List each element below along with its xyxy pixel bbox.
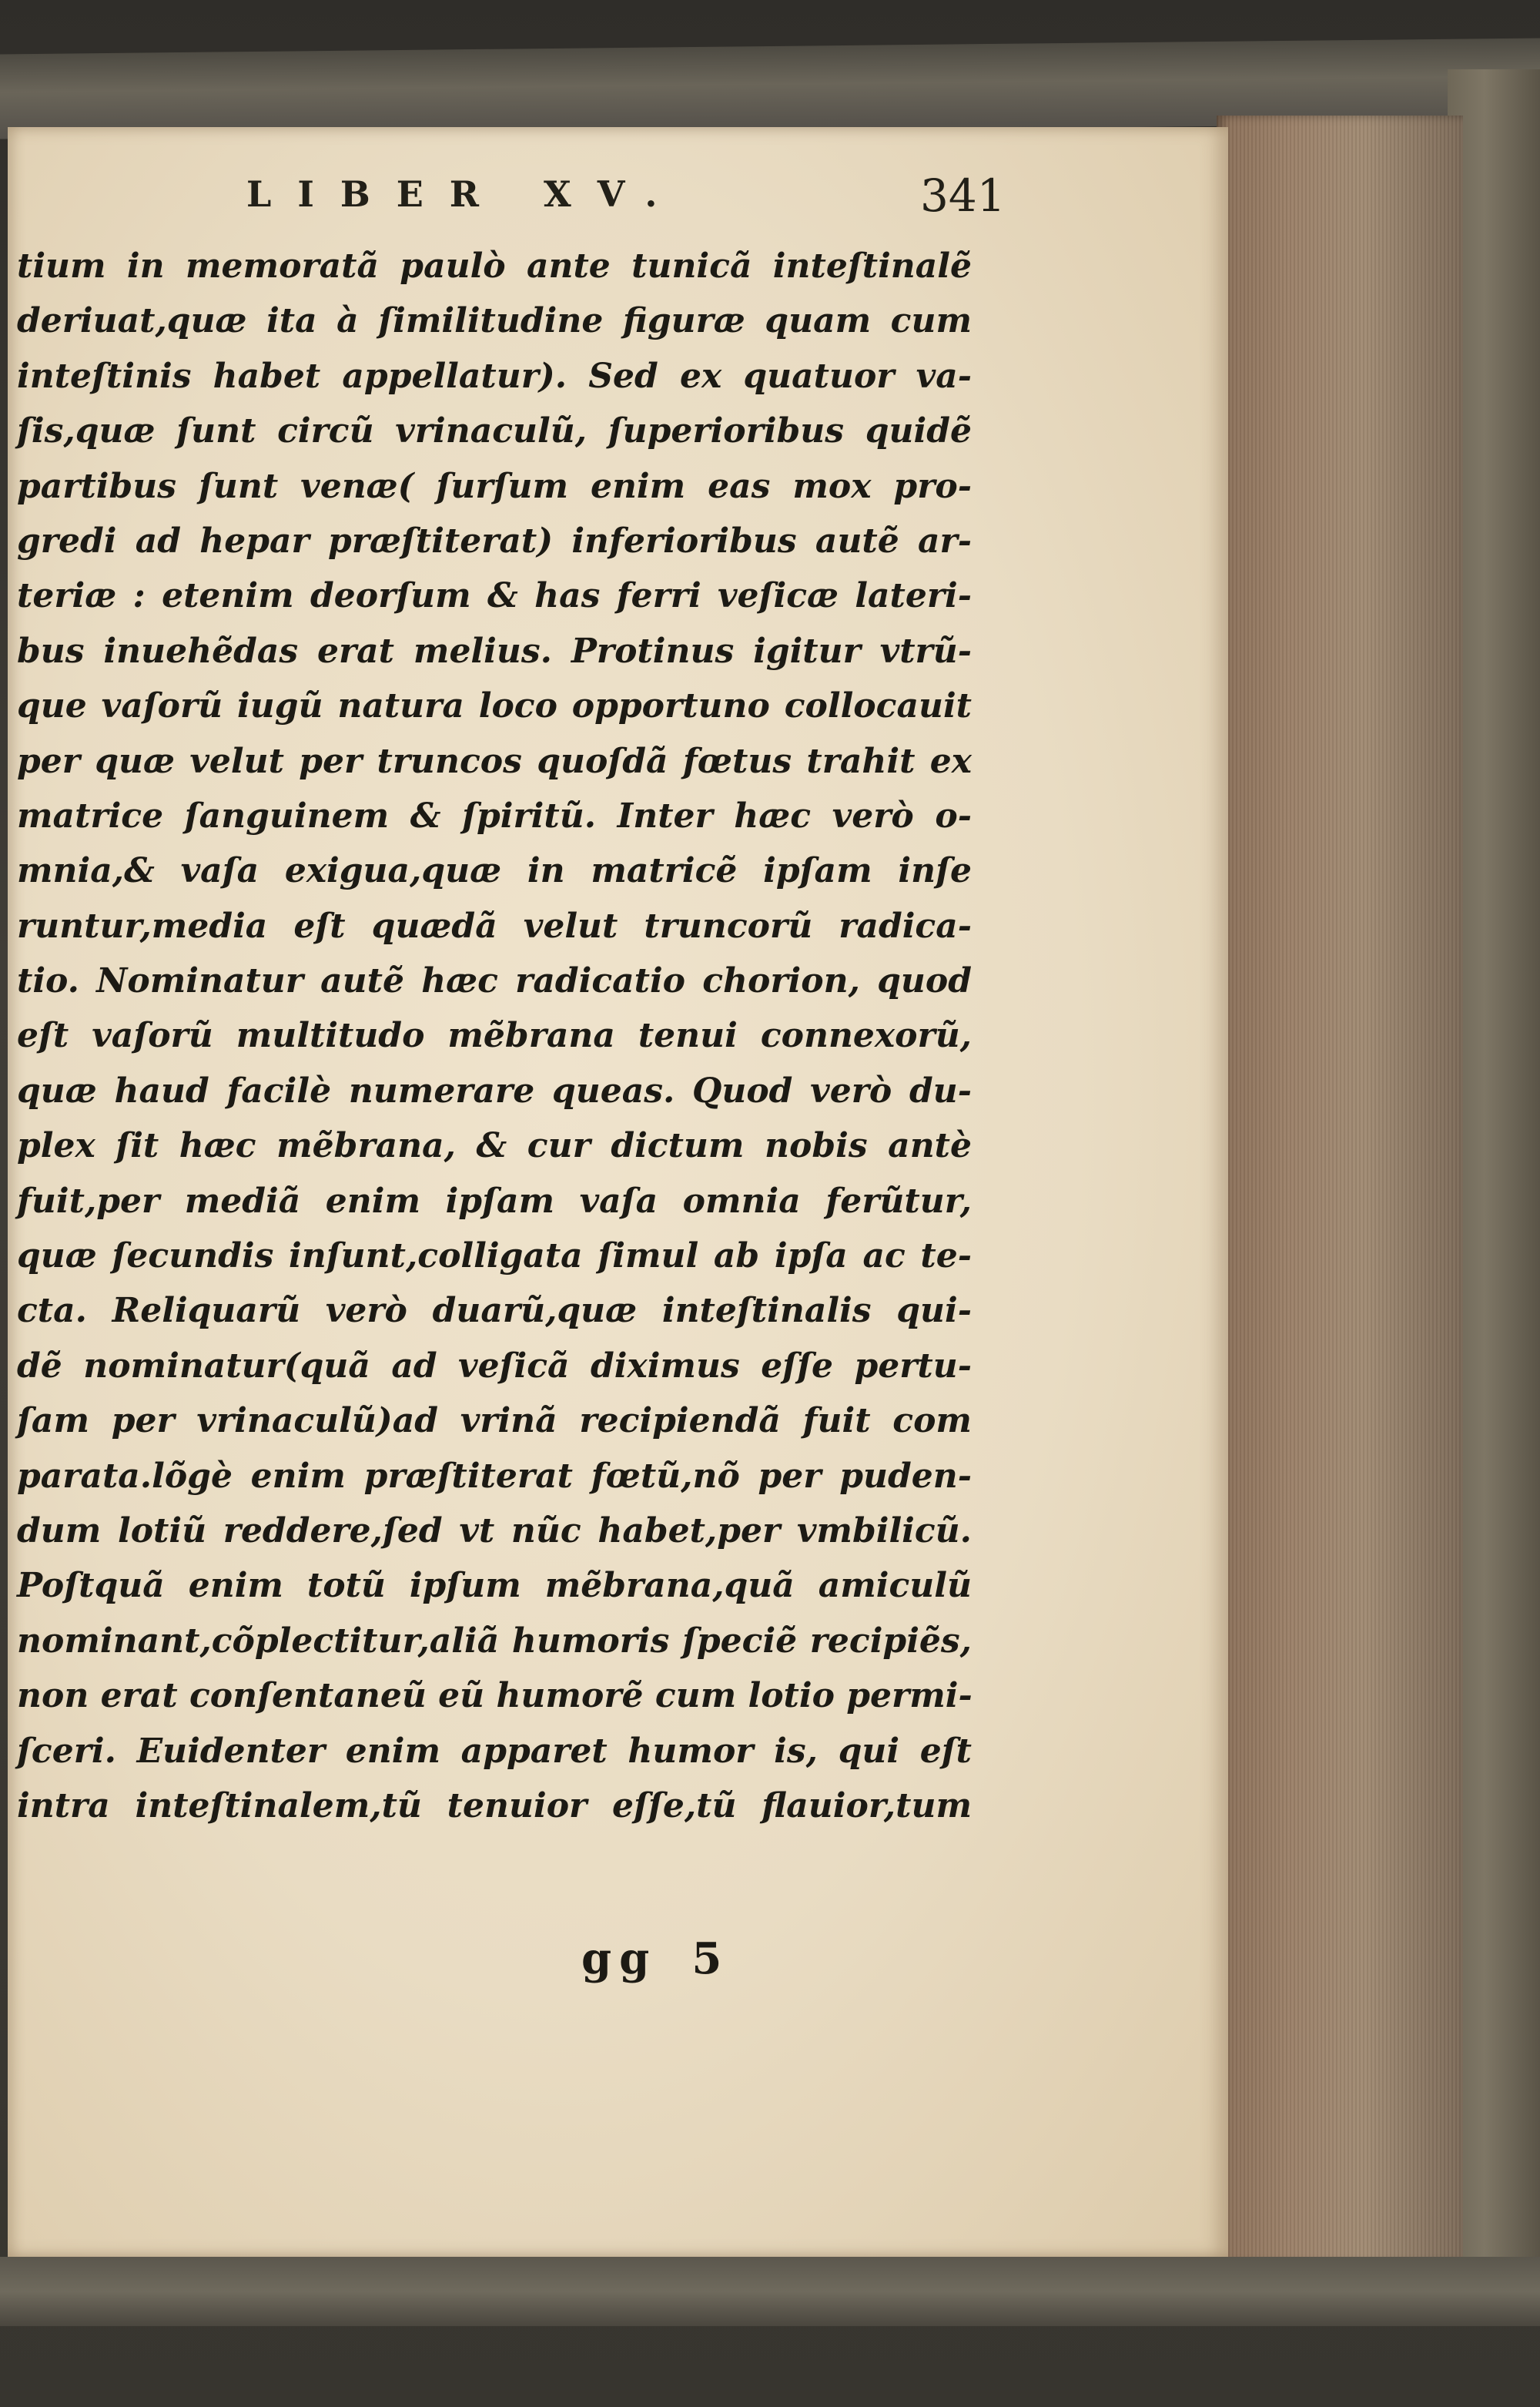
- text-line: teriæ : etenim deorſum & has ferri veſicæ lateri-: [17, 576, 972, 616]
- text-line: plex ſit hæc mẽbrana, & cur dictum nobis antè: [17, 1126, 972, 1166]
- text-line: quæ ſecundis inſunt,colligata ſimul ab ipſa ac te-: [17, 1236, 972, 1276]
- text-line: nominant,cõplectitur,aliã humoris ſpeciẽ recipiẽs,: [17, 1621, 972, 1661]
- text-line: partibus ſunt venæ( ſurſum enim eas mox pro-: [17, 466, 972, 506]
- signature-number: 5: [691, 1933, 730, 1984]
- text-line: mnia,& vaſa exigua,quæ in matricẽ ipſam inſe: [17, 851, 972, 891]
- text-line: bus inuehẽdas erat melius. Protinus igitur vtrũ-: [17, 631, 972, 671]
- text-line: Poſtquã enim totũ ipſum mẽbrana,quã amiculũ: [17, 1566, 972, 1606]
- text-line: gredi ad hepar præſtiterat) inferioribus autẽ ar-: [17, 521, 972, 561]
- text-line: que vaſorũ iugũ natura loco opportuno collocauit: [17, 686, 972, 726]
- text-line: ſis,quæ ſunt circũ vrinaculũ, ſuperioribus quidẽ: [17, 411, 972, 451]
- text-line: ſceri. Euidenter enim apparet humor is, qui eſt: [17, 1731, 972, 1771]
- text-line: per quæ velut per truncos quoſdã fœtus trahit ex: [17, 741, 972, 781]
- text-line: inteſtinis habet appellatur). Sed ex quatuor va-: [17, 356, 972, 396]
- signature-letters: gg: [581, 1933, 658, 1984]
- text-line: cta. Reliquarũ verò duarũ,quæ inteſtinalis qui-: [17, 1291, 972, 1331]
- text-line: fuit,per mediã enim ipſam vaſa omnia ferũtur,: [17, 1181, 972, 1221]
- binding-board-bottom: [0, 2257, 1540, 2326]
- text-line: tio. Nominatur autẽ hæc radicatio chorion, quod: [17, 961, 972, 1001]
- text-line: matrice ſanguinem & ſpiritũ. Inter hæc verò o-: [17, 796, 972, 836]
- signature-mark: [581, 1933, 729, 1984]
- text-line: dẽ nominatur(quã ad veſicã diximus eſſe pertu-: [17, 1346, 972, 1386]
- page-edges: [1217, 116, 1463, 2265]
- text-line: tium in memoratã paulò ante tunicã inteſtinalẽ: [17, 246, 972, 286]
- text-line: eſt vaſorũ multitudo mẽbrana tenui connexorũ,: [17, 1016, 972, 1056]
- text-line: parata.lõgè enim præſtiterat fœtũ,nõ per puden-: [17, 1456, 972, 1496]
- text-line: non erat conſentaneũ eũ humorẽ cum lotio permi-: [17, 1676, 973, 1716]
- text-line: intra inteſtinalem,tũ tenuior eſſe,tũ flauior,tum: [17, 1785, 972, 1825]
- text-line: dum lotiũ reddere,ſed vt nũc habet,per vmbilicũ.: [17, 1510, 972, 1550]
- text-line: ſam per vrinaculũ)ad vrinã recipiendã fuit com: [17, 1401, 972, 1441]
- text-line: deriuat,quæ ita à ſimilitudine figuræ quam cum: [17, 301, 972, 341]
- text-block: [17, 239, 972, 1833]
- text-line: quæ haud facilè numerare queas. Quod verò du-: [17, 1071, 972, 1111]
- running-head: LIBER XV.: [246, 173, 684, 215]
- page-number: 341: [920, 169, 1006, 222]
- text-line: runtur,media eſt quædã velut truncorũ radica-: [17, 906, 972, 946]
